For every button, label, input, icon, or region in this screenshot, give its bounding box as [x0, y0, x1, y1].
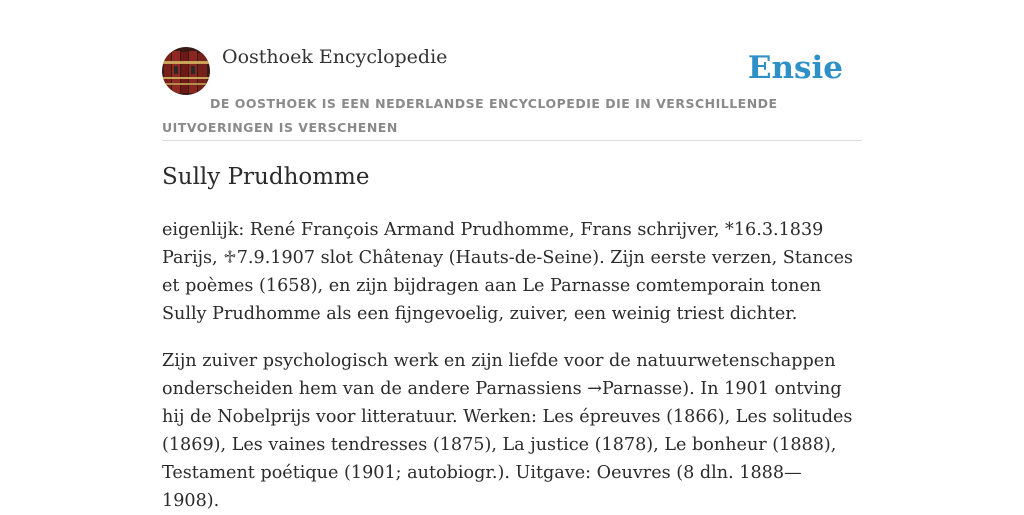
site-tagline: DE OOSTHOEK IS EEN NEDERLANDSE ENCYCLOPEDIE DIE IN VERSCHILLENDE UITVOERINGEN IS VERSCHENEN: [162, 96, 778, 135]
site-title[interactable]: Oosthoek Encyclopedie: [222, 46, 448, 68]
page: [162, 0, 862, 511]
brand-logo[interactable]: Ensie: [747, 50, 843, 86]
site-header: [162, 0, 862, 141]
article-paragraph-2: Zijn zuiver psychologisch werk en zijn liefde voor de natuurwetenschappen onderscheiden hem van de andere Parnassiens →Parnasse). In 1901 ontving hij de Nobelprijs voor litteratuur. Werken: Les épreuves (1866), Les solitudes (1869), Les vaines tendresses (1875), La justice (1878), Le bonheur (1888), Testament poétique (1901; autobiogr.). Uitgave: Oeuvres (8 dln. 1888— 1908).: [162, 351, 853, 511]
site-avatar[interactable]: [162, 47, 210, 95]
article-title: Sully Prudhomme: [162, 164, 370, 190]
book-spines-icon: [162, 47, 210, 95]
article-paragraph-1: eigenlijk: René François Armand Prudhomme, Frans schrijver, *16.3.1839 Parijs, ♱7.9.1907 slot Châtenay (Hauts-de-Seine). Zijn eerste verzen, Stances et poèmes (1658), en zijn bijdragen aan Le Parnasse comtemporain tonen Sully Prudhomme als een fijngevoelig, zuiver, een weinig triest dichter.: [162, 220, 854, 324]
